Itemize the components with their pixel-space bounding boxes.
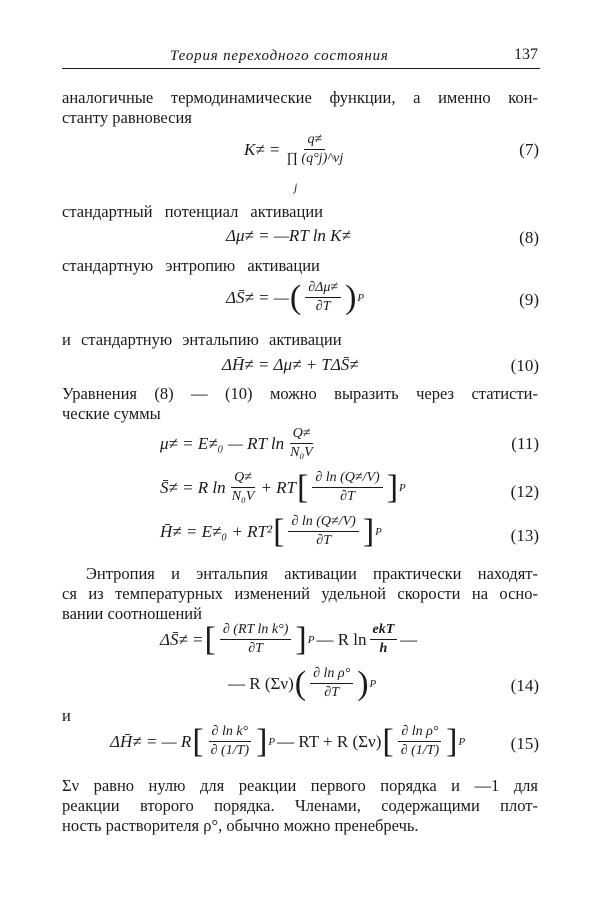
eq15-numerator-1: ∂ ln k° [209,724,252,742]
eq9-number: (9) [519,290,539,309]
eq7-product-index: j [294,180,298,194]
left-paren: ( [294,664,307,702]
equation-9 [226,280,364,315]
left-bracket: [ [382,722,394,760]
eq12-subscript: P [399,481,406,494]
eq9-numerator: ∂Δμ≠ [305,280,341,298]
eq12-middle: + RT [260,477,296,497]
paragraph-7 [62,706,538,726]
paragraph-1 [62,88,538,128]
right-bracket: ] [362,512,375,550]
equation-8: Δμ≠ = —RT ln K≠ [226,226,351,245]
right-bracket: ] [295,620,307,658]
eq14-numerator-2: ekT [370,622,398,640]
eq9-fraction [305,280,341,315]
right-bracket: ] [446,722,458,760]
eq9-lhs: ΔS̄≠ = — [226,287,289,307]
equation-14-line-2 [228,666,376,701]
eq14-fraction-3 [310,666,353,701]
left-bracket: [ [204,620,216,658]
equation-13 [160,514,382,549]
paragraph-5 [62,384,538,424]
equation-7 [244,132,349,167]
text-line: Энтропия и энтальпия активации практически находят- [86,564,538,583]
eq14-numerator-3: ∂ ln ρ° [310,666,353,684]
right-bracket: ] [386,468,399,506]
eq15-subscript-1: P [268,735,276,748]
eq14-denominator-3: ∂T [324,685,339,700]
eq14-number: (14) [510,676,539,695]
text-line: вании соотношений [62,604,202,623]
text-line: стандартную энтропию активации [62,256,320,275]
equation-14-line-1 [160,622,417,657]
text-line: стандартный потенциал активации [62,202,323,221]
text-line: станту равновесия [62,108,192,127]
text-line: реакции второго порядка. Членами, содержащими плот- [62,796,538,815]
eq14-fraction-2 [370,622,398,657]
text-line: Уравнения (8) — (10) можно выразить через статисти- [62,384,538,403]
eq15-denominator-1: ∂ (1/T) [210,743,250,758]
header-title: Теория переходного состояния [170,48,389,64]
eq12-lhs: S̄≠ = R ln [160,477,226,497]
text-line: и стандартную энтальпию активации [62,330,342,349]
paragraph-2 [62,202,538,222]
left-paren: ( [289,278,302,316]
paragraph-8 [62,776,538,836]
eq15-denominator-2: ∂ (1/T) [400,743,440,758]
text-line: ся из температурных изменений удельной скорости на осно- [62,584,538,603]
eq15-number: (15) [510,734,539,753]
paragraph-6 [62,564,538,624]
eq15-middle: — RT + R (Σν) [277,731,382,751]
eq14-subscript-3: P [369,677,377,690]
eq11-fraction [287,426,316,461]
eq11-numerator: Q≠ [290,426,314,444]
paragraph-4 [62,330,538,350]
equation-15 [110,724,465,759]
equation-12 [160,470,406,505]
right-paren: ) [345,278,357,316]
eq15-fraction-2 [398,724,442,759]
eq7-number: (7) [519,140,539,159]
left-bracket: [ [297,468,309,506]
eq7-fraction [283,132,346,167]
eq14-fraction-1 [220,622,292,657]
left-bracket: [ [192,722,204,760]
text-line: аналогичные термодинамические функции, а именно кон- [62,88,538,107]
eq14-numerator-1: ∂ (RT ln k°) [220,622,292,640]
eq15-subscript-2: P [458,735,466,748]
eq14-denominator-2: h [379,641,388,656]
eq7-denominator: ∏ (q°j)^νj [286,151,344,166]
eq14-denominator-1: ∂T [248,641,263,656]
page-number: 137 [514,46,538,63]
eq13-numerator: ∂ ln (Q≠/V) [288,514,358,532]
eq9-subscript: P [357,291,365,304]
eq14-middle: — R ln [316,629,367,649]
eq11-lhs: μ≠ = E≠₀ — RT ln [160,433,285,453]
eq15-lhs: ΔH̄≠ = — R [110,731,192,751]
eq13-fraction [288,514,358,549]
left-bracket: [ [273,512,285,550]
eq15-fraction-1 [208,724,252,759]
eq12-fraction-2 [312,470,382,505]
eq13-denominator: ∂T [316,533,331,548]
text-line: Σν равно нулю для реакции первого порядка и —1 для [62,776,538,795]
eq11-denominator: N₀V [290,445,313,460]
eq12-number: (12) [510,482,539,501]
eq10-number: (10) [510,356,539,375]
eq13-subscript: P [375,525,382,538]
eq12-denominator-1: N₀V [231,489,255,504]
right-bracket: ] [256,722,268,760]
right-paren: ) [357,664,369,702]
text-line: и [62,706,71,725]
eq7-numerator: q≠ [304,132,325,150]
eq7-lhs: K≠ = [244,139,281,159]
eq8-number: (8) [519,228,539,247]
eq14-subscript-1: P [307,633,315,646]
running-header [62,46,540,69]
eq14-tail: — [400,629,418,649]
eq12-numerator-2: ∂ ln (Q≠/V) [312,470,382,488]
equation-11 [160,426,319,461]
eq15-numerator-2: ∂ ln ρ° [398,724,441,742]
equation-10: ΔH̄≠ = Δμ≠ + TΔS̄≠ [222,355,359,374]
text-line: ческие суммы [62,404,161,423]
eq12-denominator-2: ∂T [340,489,355,504]
text-line: ность растворителя ρ°, обычно можно пренебречь. [62,816,419,835]
eq14-lhs: ΔS̄≠ = [160,629,204,649]
paragraph-3 [62,256,538,276]
eq13-number: (13) [510,526,539,545]
eq14-line2-lhs: — R (Σν) [228,673,294,693]
eq13-lhs: H̄≠ = E≠₀ + RT² [160,521,273,541]
eq9-denominator: ∂T [315,299,331,314]
eq12-numerator-1: Q≠ [231,470,255,488]
eq12-fraction-1 [229,470,258,505]
eq11-number: (11) [511,434,539,453]
